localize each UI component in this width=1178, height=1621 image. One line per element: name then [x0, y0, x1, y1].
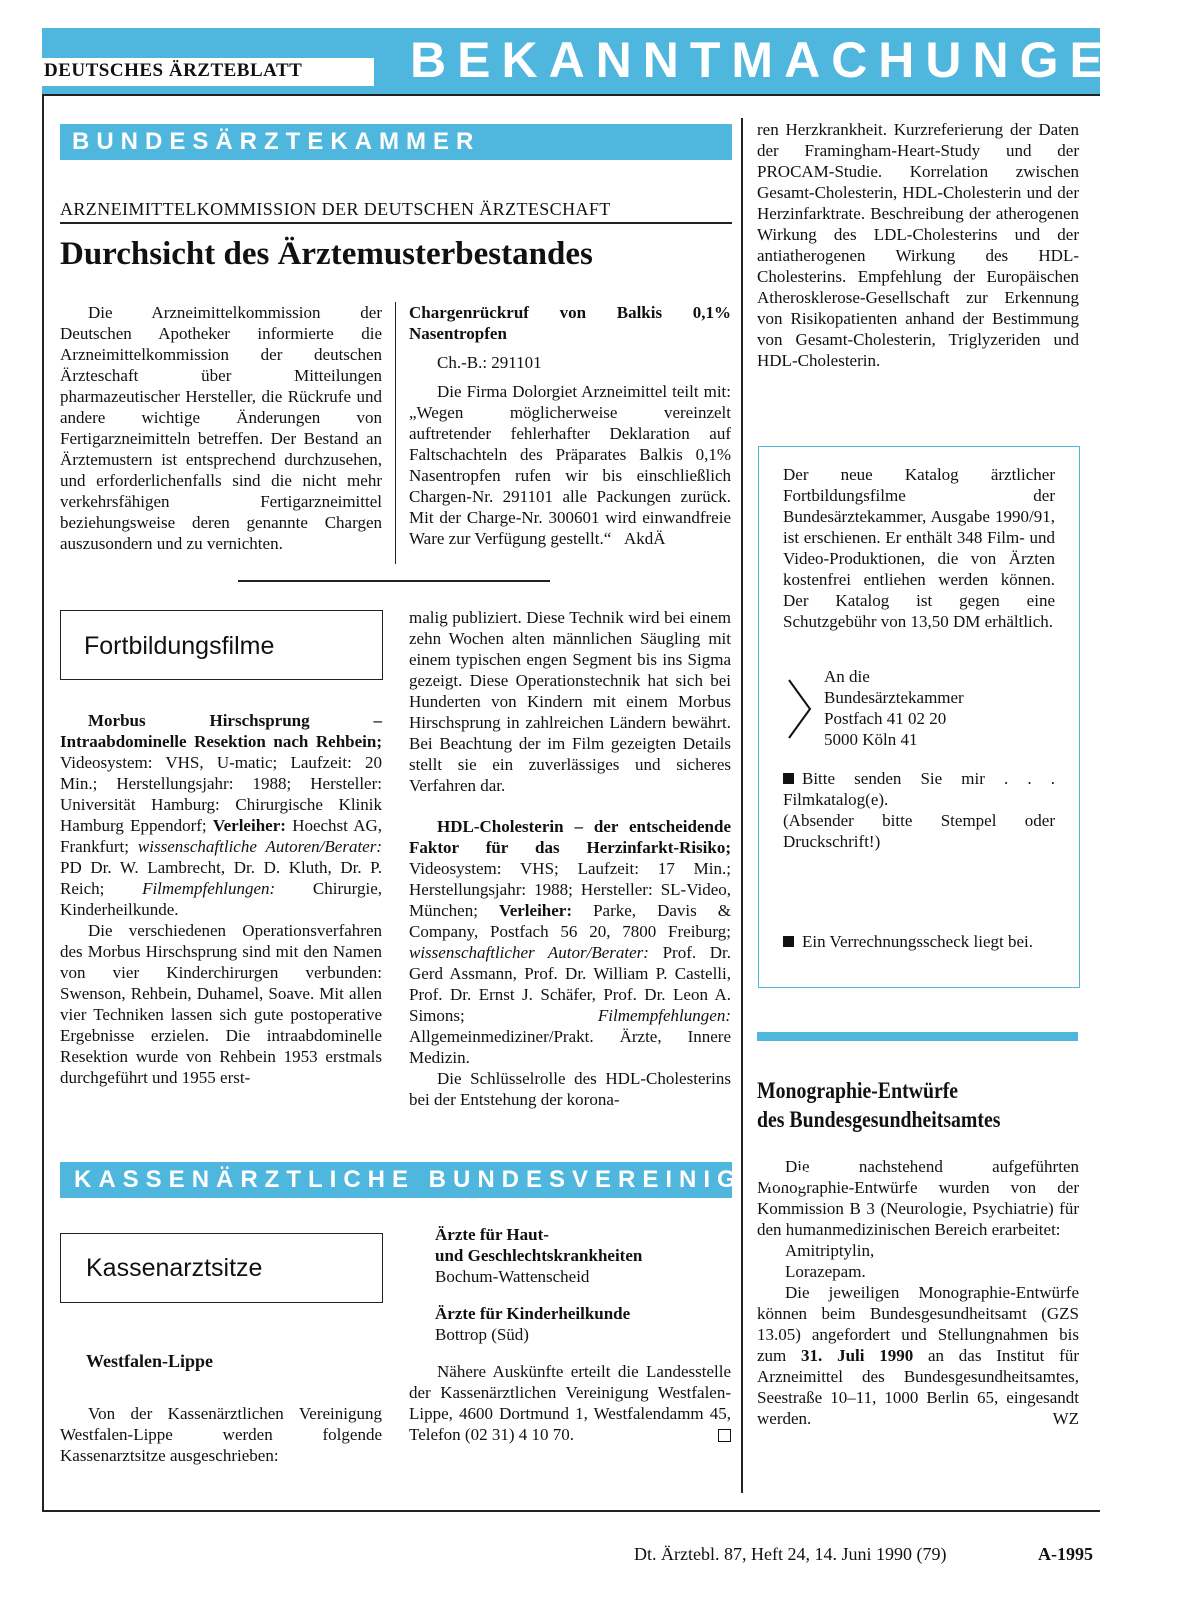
mono-bar	[757, 1032, 1078, 1041]
listing-2	[409, 1303, 731, 1345]
film1-description: Die verschiedenen Operationsverfahren des Morbus Hirschsprung sind mit den Namen von vier Kinderchirurgen verbunden: Swenson, Rehbein, Duhamel, Soave. Mit allen vier Techniken lassen sich gute postoperative Ergebnisse erzielen. Die intraabdominelle Resektion wurde von Rehbein 1953 erstmals durchgeführt und 1955 erst-	[60, 921, 382, 1087]
journal-name: DEUTSCHES ÄRZTEBLATT	[44, 60, 303, 81]
recall-signature: AkdÄ	[624, 529, 666, 548]
order-text: Der neue Katalog ärztlicher Fortbildungsfilme der Bundesärztekammer, Ausgabe 1990/91, ist erschienen. Er enthält 348 Film- und Video-Produktionen, die von Ärzten kostenfrei entliehen werden können. Der Katalog ist gegen eine Schutzgebühr von 13,50 DM erhältlich.	[783, 465, 1055, 631]
order-option-1[interactable]	[783, 768, 1055, 852]
film2-rec: Allgemeinmediziner/Prakt. Ärzte, Innere Medizin.	[409, 1027, 731, 1067]
kbv-section-label: KASSENÄRZTLICHE BUNDESVEREINIGUNG	[74, 1166, 818, 1193]
footer-citation: Dt. Ärztebl. 87, Heft 24, 14. Juni 1990 (79)	[634, 1544, 947, 1564]
film2-meta: Videosystem: VHS; Laufzeit: 17 Min.; Herstellungsjahr: 1988; Hersteller: SL-Video, München;	[409, 859, 731, 920]
film1-rec-label: Filmempfehlungen:	[142, 879, 276, 898]
film2-description: Die Schlüsselrolle des HDL-Cholesterins bei der Entstehung der korona-	[409, 1069, 731, 1109]
kbv-info-text: Nähere Auskünfte erteilt die Landesstelle der Kassenärztlichen Vereinigung Westfalen-Lippe, 4600 Dortmund 1, Westfalendamm 45, Telefon (02 31) 4 10 70.	[409, 1362, 731, 1444]
film1-authors-label: wissenschaftliche Autoren/Berater:	[137, 837, 382, 856]
kbv-info	[409, 1361, 731, 1445]
mono-item-1: Amitriptylin,	[785, 1241, 875, 1260]
listing-2-head: Ärzte für Kinderheilkunde	[435, 1304, 631, 1323]
mono-intro: Die nachstehend aufgeführten Monographie-Entwürfe wurden von der Kommission B 3 (Neurologie, Psychiatrie) für den humanmedizinischen Bereich erarbeitet:	[757, 1157, 1079, 1239]
order-option-1-label: Bitte senden Sie mir . . . Filmkatalog(e).	[783, 769, 1055, 809]
film1-lender-label: Verleiher:	[212, 816, 286, 835]
films-col3	[757, 119, 1079, 371]
frame-left	[42, 94, 44, 1510]
listing-2-place: Bottrop (Süd)	[435, 1325, 529, 1344]
header-rule	[42, 94, 1100, 96]
checkbox-icon[interactable]	[783, 773, 794, 784]
section-title: BEKANNTMACHUNGEN	[410, 32, 1161, 88]
film2-rec-label: Filmempfehlungen:	[597, 1006, 731, 1025]
recall-text	[409, 381, 731, 549]
order-option-2-label: Ein Verrechnungsscheck liegt bei.	[802, 932, 1034, 951]
address-line-2: Bundesärztekammer	[824, 688, 964, 707]
film1-title: Morbus Hirschsprung – Intraabdominelle Resektion nach Rehbein;	[60, 711, 382, 751]
chevron-right-icon	[787, 678, 813, 740]
film2-authors: Prof. Dr. Gerd Assmann, Prof. Dr. William P. Castelli, Prof. Dr. Ernst J. Schäfer, Prof. Dr. Leon A. Simons;	[409, 943, 731, 1025]
films-title: Fortbildungsfilme	[84, 632, 275, 660]
listing-1-head-1: Ärzte für Haut-	[435, 1225, 549, 1244]
column-rule	[741, 118, 743, 1493]
mono-body	[757, 1156, 1079, 1429]
recall-heading: Chargenrückruf von Balkis 0,1% Nasentropfen	[409, 303, 731, 343]
order-option-2-text	[783, 931, 1055, 952]
order-option-1-note: (Absender bitte Stempel oder Druckschrift!)	[783, 811, 1055, 851]
film2-description-cont: ren Herzkrankheit. Kurzreferierung der Daten der Framingham-Heart-Study und der PROCAM-Studie. Korrelation zwischen Gesamt-Cholesterin, HDL-Cholesterin und der Herzinfarktrate. Beschreibung der atherogenen Wirkung des LDL-Cholesterins und der antiatherogenen Wirkung des HDL-Cholesterins. Empfehlung der Europäischen Atherosklerose-Gesellschaft zur Erkennung von Risikopatienten anhand der Bestimmung von Gesamt-Cholesterin, Triglyzeriden und HDL-Cholesterin.	[757, 120, 1079, 370]
film1-meta: Videosystem: VHS, U-matic; Laufzeit: 20 Min.; Herstellungsjahr: 1988; Hersteller: Universität Hamburg: Chirurgische Klinik Hamburg Eppendorf;	[60, 753, 382, 835]
checkbox-icon[interactable]	[783, 936, 794, 947]
mono-signature: WZ	[1052, 1409, 1079, 1428]
listing-1-head-2: und Geschlechtskrankheiten	[435, 1246, 643, 1265]
mono-item-2: Lorazepam.	[785, 1262, 866, 1281]
end-mark-icon	[718, 1429, 731, 1442]
film1-description-cont: malig publiziert. Diese Technik wird bei einem zehn Wochen alten männlichen Säugling mit einem typischen engen Segment bis ins Sigma gezeigt. Diese Operationstechnik hat sich bei Hunderten von Kindern mit einem Morbus Hirschsprung in zahlreichen Ländern bewährt. Bei Beachtung der im Film gezeigten Details stellt sie ein zuverlässiges und sicheres Verfahren dar.	[409, 608, 731, 795]
film2-authors-label: wissenschaftlicher Autor/Berater:	[409, 943, 649, 962]
mono-instructions	[757, 1282, 1079, 1429]
film2-lender: Parke, Davis & Company, Postfach 56 20, 7800 Freiburg;	[409, 901, 732, 941]
mono-deadline: 31. Juli 1990	[801, 1346, 914, 1365]
kbv-listings	[409, 1224, 731, 1445]
film1-authors: PD Dr. W. Lambrecht, Dr. D. Kluth, Dr. P. Reich;	[60, 858, 382, 898]
kbv-title: Kassenarztsitze	[86, 1254, 263, 1282]
kbv-intro-text: Von der Kassenärztlichen Vereinigung Westfalen-Lippe werden folgende Kassenarztsitze ausgeschrieben:	[60, 1404, 382, 1465]
section-separator	[238, 580, 550, 582]
films-col1	[60, 710, 382, 1088]
film1-entry	[60, 710, 382, 920]
kbv-intro	[60, 1403, 382, 1466]
recall-text-body: Die Firma Dolorgiet Arzneimittel teilt mit: „Wegen möglicherweise vereinzelt auftretender fehlerhafter Deklaration auf Faltschachteln des Präparates Balkis 0,1% Nasentropfen rufen wir bis einschließlich Chargen-Nr. 291101 alle Packungen zurück. Mit der Charge-Nr. 300601 wird einwandfreie Ware zur Verfügung gestellt.“	[409, 382, 731, 548]
baek-recall	[409, 302, 731, 549]
mono-title-line-1: Monographie-Entwürfe	[757, 1078, 959, 1103]
baek-section-label: BUNDESÄRZTEKAMMER	[72, 128, 481, 155]
mono-title-line-2: des Bundesgesundheitsamtes	[757, 1107, 1001, 1132]
listing-1	[409, 1224, 731, 1287]
address-line-3: Postfach 41 02 20	[824, 709, 947, 728]
recall-batch: Ch.-B.: 291101	[437, 353, 542, 372]
baek-intro-text: Die Arzneimittelkommission der Deutschen Apotheker informierte die Arzneimittelkommission der deutschen Ärzteschaft über Mitteilungen pharmazeutischer Hersteller, die Rückrufe und andere wichtige Änderungen von Fertigarzneimitteln betreffen. Der Bestand an Ärztemustern ist entsprechend durchzusehen, und erforderlichenfalls sind die nicht mehr verkehrsfähigen Fertigarzneimittel beziehungsweise deren genannte Chargen auszusondern und zu vernichten.	[60, 303, 382, 553]
mono-instructions-a: Die jeweiligen Monographie-Entwürfe können beim Bundesgesundheitsamt (GZS 13.05) angefordert und Stellungnahmen bis zum	[757, 1283, 1079, 1365]
film2-entry	[409, 816, 731, 1068]
film2-title: HDL-Cholesterin – der entscheidende Faktor für das Herzinfarkt-Risiko;	[409, 817, 731, 857]
order-option-2[interactable]	[783, 931, 1055, 952]
frame-bottom	[42, 1510, 1100, 1512]
address-line-4: 5000 Köln 41	[824, 730, 918, 749]
mono-title	[757, 1076, 1000, 1134]
baek-intro	[60, 302, 382, 554]
article-title: Durchsicht des Ärztemusterbestandes	[60, 236, 593, 272]
film1-lender: Hoechst AG, Frankfurt;	[60, 816, 383, 856]
listing-1-place: Bochum-Wattenscheid	[435, 1267, 590, 1286]
footer-page-number: A-1995	[1038, 1544, 1093, 1564]
address-line-1: An die	[824, 667, 870, 686]
film2-lender-label: Verleiher:	[499, 901, 573, 920]
film1-rec: Chirurgie, Kinderheilkunde.	[60, 879, 383, 919]
films-col2	[409, 607, 731, 1110]
order-option-1-text	[783, 768, 1055, 810]
mono-instructions-b: an das Institut für Arzneimittel des Bundesgesundheitsamtes, Seestraße 10–11, 1000 Berlin 65, eingesandt werden.	[757, 1346, 1079, 1428]
order-text-block	[783, 464, 1055, 632]
kbv-region: Westfalen-Lippe	[86, 1351, 214, 1371]
order-address	[824, 666, 964, 750]
kicker-rule	[60, 222, 732, 224]
baek-col-rule	[395, 302, 396, 564]
baek-kicker: ARZNEIMITTELKOMMISSION DER DEUTSCHEN ÄRZTESCHAFT	[60, 199, 611, 219]
